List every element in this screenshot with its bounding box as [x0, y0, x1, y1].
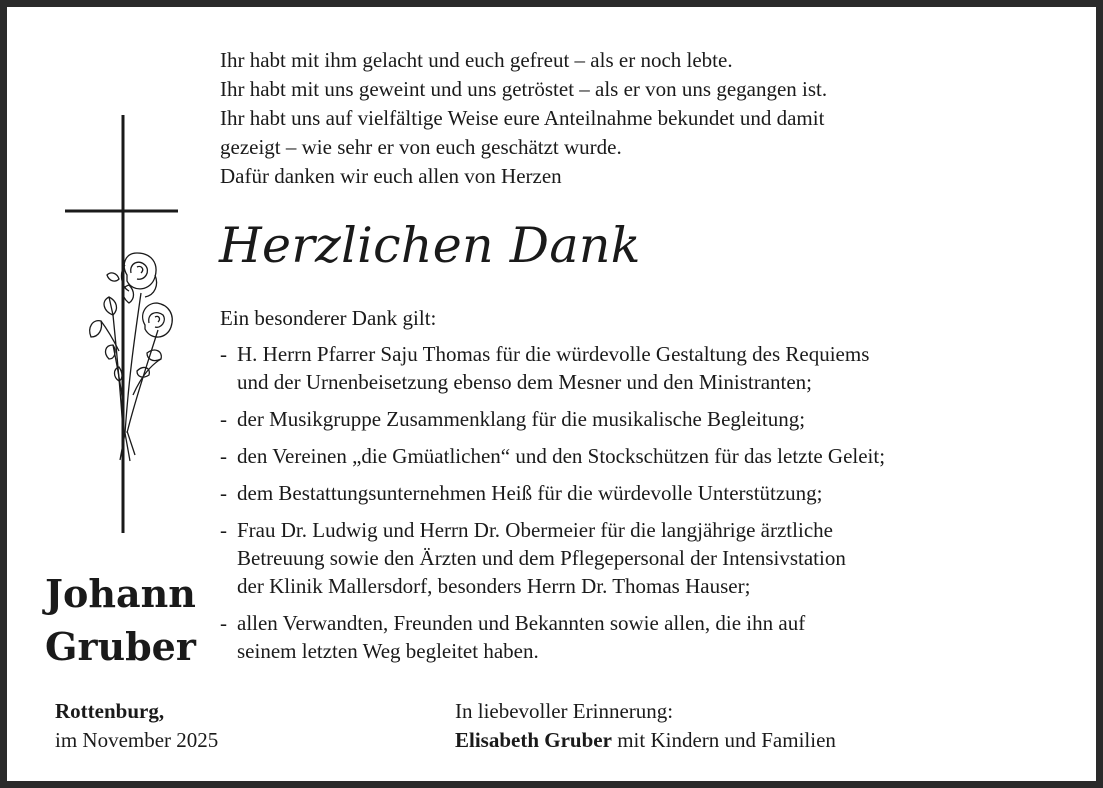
- list-dash: -: [220, 518, 227, 542]
- footer-signers: [455, 726, 836, 755]
- list-dash: -: [220, 444, 227, 468]
- thanks-item-line: Betreuung sowie den Ärzten und dem Pflegepersonal der Intensivstation: [237, 546, 846, 570]
- thanks-item: [220, 442, 1090, 470]
- thanks-item: [220, 516, 1090, 600]
- thanks-item-line: seinem letzten Weg begleitet haben.: [237, 639, 539, 663]
- headline: Herzlichen Dank: [219, 217, 641, 274]
- list-dash: -: [220, 407, 227, 431]
- footer-signer-rest: mit Kindern und Familien: [611, 728, 836, 752]
- deceased-last-name: Gruber: [45, 624, 196, 669]
- footer-date: im November 2025: [55, 728, 219, 752]
- deceased-first-name: Johann: [45, 571, 196, 616]
- thanks-item-line: H. Herrn Pfarrer Saju Thomas für die würdevolle Gestaltung des Requiems: [237, 342, 870, 366]
- thanks-item-line: den Vereinen „die Gmüatlichen“ und den Stockschützen für das letzte Geleit;: [237, 444, 886, 468]
- cross-with-roses-icon: [63, 115, 183, 535]
- intro-line: Ihr habt mit ihm gelacht und euch gefreut – als er noch lebte.: [220, 48, 733, 72]
- deceased-name: [45, 567, 196, 673]
- thanks-item-line: dem Bestattungsunternehmen Heiß für die würdevolle Unterstützung;: [237, 481, 823, 505]
- intro-text: [220, 46, 1080, 191]
- list-dash: -: [220, 342, 227, 366]
- intro-line: Ihr habt uns auf vielfältige Weise eure Anteilnahme bekundet und damit: [220, 106, 825, 130]
- thanks-item-line: allen Verwandten, Freunden und Bekannten sowie allen, die ihn auf: [237, 611, 806, 635]
- footer-place-date: [55, 697, 218, 755]
- list-dash: -: [220, 611, 227, 635]
- thanks-lead: Ein besonderer Dank gilt:: [220, 306, 437, 330]
- thanks-item-line: der Klinik Mallersdorf, besonders Herrn Dr. Thomas Hauser;: [237, 574, 751, 598]
- intro-line: gezeigt – wie sehr er von euch geschätzt wurde.: [220, 135, 622, 159]
- thanks-list: [220, 340, 1090, 674]
- thanks-item-line: Frau Dr. Ludwig und Herrn Dr. Obermeier für die langjährige ärztliche: [237, 518, 833, 542]
- thanks-item: [220, 340, 1090, 396]
- list-dash: -: [220, 481, 227, 505]
- intro-line: Dafür danken wir euch allen von Herzen: [220, 164, 562, 188]
- footer-memory-line: In liebevoller Erinnerung:: [455, 699, 674, 723]
- thanks-item: [220, 405, 1090, 433]
- intro-line: Ihr habt mit uns geweint und uns getröstet – als er von uns gegangen ist.: [220, 77, 828, 101]
- footer-place: Rottenburg,: [55, 699, 165, 723]
- thanks-item: [220, 609, 1090, 665]
- footer-signer-name: Elisabeth Gruber: [455, 728, 612, 752]
- footer-signature: [455, 697, 836, 755]
- thanks-item-line: der Musikgruppe Zusammenklang für die musikalische Begleitung;: [237, 407, 806, 431]
- thanks-item: [220, 479, 1090, 507]
- thanks-item-line: und der Urnenbeisetzung ebenso dem Mesner und den Ministranten;: [237, 370, 813, 394]
